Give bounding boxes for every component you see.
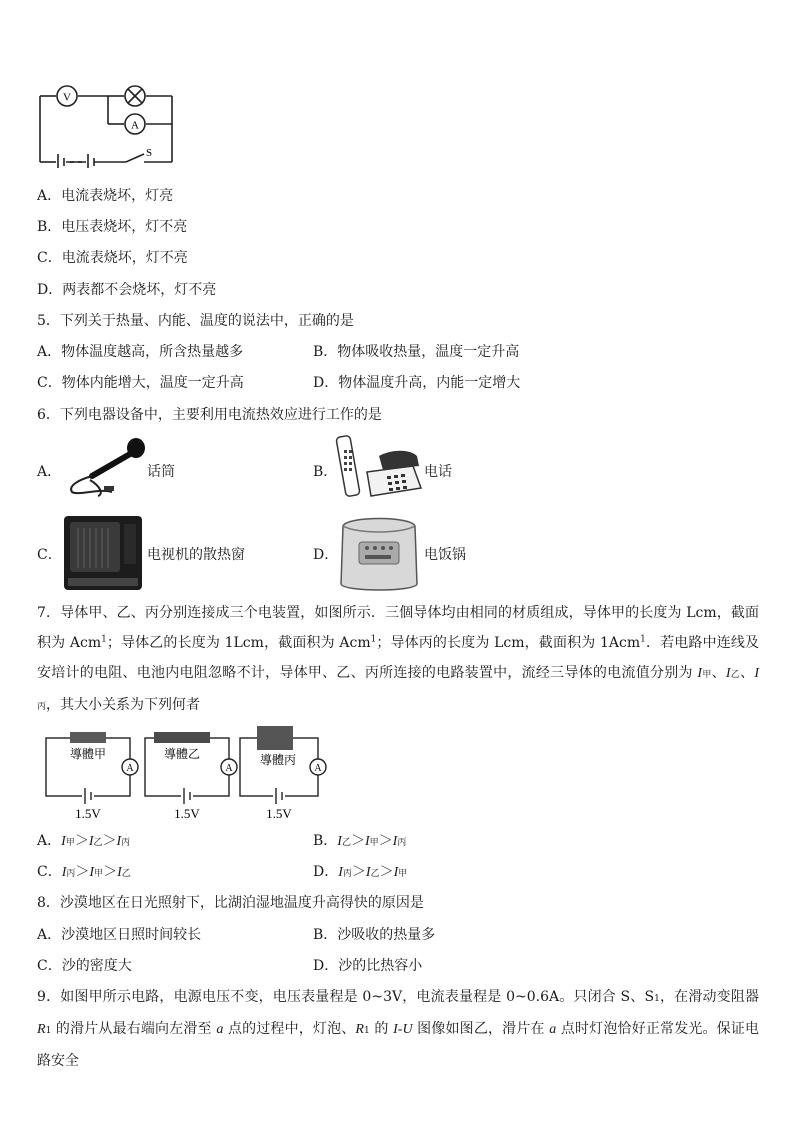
ammeter-icon: [122, 759, 138, 775]
ammeter-icon: [310, 759, 326, 775]
q6-option-a-label: 话筒: [147, 464, 175, 480]
conductor-bing: [257, 726, 293, 750]
q4-option-a: A．电流表烧坏，灯亮: [37, 188, 174, 204]
q7-circuit-figures: [40, 724, 336, 820]
figure-label-jia: 導體甲: [69, 747, 107, 761]
q6-option-c-label: 电视机的散热窗: [147, 547, 245, 563]
figure-label-yi: 導體乙: [163, 747, 201, 761]
q6-option-a-letter: A．: [37, 464, 62, 480]
q8-stem: 8．沙漠地区在日光照射下，比湖泊湿地温度升高得快的原因是: [37, 895, 424, 911]
svg-text:A: A: [225, 763, 233, 774]
conductor-yi: [154, 732, 210, 743]
q7-option-c: C．I丙＞I甲＞I乙: [37, 864, 131, 880]
q5-option-c: C．物体内能增大，温度一定升高: [37, 375, 244, 391]
q6-option-b-label: 电话: [424, 464, 452, 480]
svg-text:A: A: [314, 763, 322, 774]
lamp-icon: [125, 86, 145, 106]
q6-option-c-letter: C．: [37, 547, 62, 563]
voltmeter-icon: [57, 86, 77, 106]
ammeter-icon: [221, 759, 237, 775]
voltage-label: 1.5V: [266, 806, 292, 820]
svg-text:V: V: [63, 91, 71, 104]
q8-option-d: D．沙的比热容小: [313, 958, 423, 974]
q5-option-d: D．物体温度升高，内能一定增大: [313, 375, 521, 391]
q6-option-b-letter: B．: [313, 464, 338, 480]
svg-text:A: A: [131, 119, 139, 132]
voltage-label: 1.5V: [75, 806, 101, 820]
figure-label-bing: 導體丙: [259, 753, 297, 767]
q6-stem: 6．下列电器设备中，主要利用电流热效应进行工作的是: [37, 407, 382, 423]
q4-option-d: D．两表都不会烧坏，灯不亮: [37, 282, 217, 298]
q9-stem: 9．如图甲所示电路，电源电压不变，电压表量程是 0~3V，电流表量程是 0~0.6A。只闭合 S、S1，在滑动变阻器 R1 的滑片从最右端向左滑至 a 点的过程中，灯泡、R1 的 I-U 图像如图乙，滑片在 a 点时灯泡恰好正常发光。保证电路安全: [37, 989, 760, 1069]
q5-option-a: A．物体温度越高，所含热量越多: [37, 344, 244, 360]
conductor-jia: [70, 732, 106, 743]
q5-stem: 5．下列关于热量、内能、温度的说法中，正确的是: [37, 313, 354, 329]
tv-image: [62, 514, 144, 594]
q8-option-a: A．沙漠地区日照时间较长: [37, 927, 202, 943]
telephone-image: [333, 432, 423, 502]
q8-option-b: B．沙吸收的热量多: [313, 927, 436, 943]
q4-circuit-diagram: [36, 82, 178, 168]
q7-stem: 7．导体甲、乙、丙分别连接成三个电装置，如图所示．三個导体均由相同的材质组成，导体甲的长度为 Lcm，截面积为 Acm$^1$；导体乙的长度为 1Lcm，截面积为 Acm$^1$；导体丙的长度为 Lcm，截面积为 1Acm$^1$．若电路中连线及安培计的电阻、电池内电阻忽略不计，导体甲、乙、丙所连接的电路装置中，流经三导体的电流值分别为 I甲、I乙、I丙，其大小关系为下列何者: [37, 605, 760, 713]
q7-option-b: B．I乙＞I甲＞I丙: [313, 833, 407, 849]
switch-label: S: [146, 147, 153, 159]
microphone-image: [60, 436, 148, 498]
q7-option-a: A．I甲＞I乙＞I丙: [37, 833, 131, 849]
q6-option-d-letter: D．: [313, 547, 339, 563]
q8-option-c: C．沙的密度大: [37, 958, 132, 974]
ammeter-icon: [125, 114, 145, 134]
q5-option-b: B．物体吸收热量，温度一定升高: [313, 344, 520, 360]
q4-option-c: C．电流表烧坏，灯不亮: [37, 250, 188, 266]
q7-option-d: D．I丙＞I乙＞I甲: [313, 864, 408, 880]
rice-cooker-image: [337, 512, 421, 596]
q6-option-d-label: 电饭锅: [424, 547, 466, 563]
svg-text:A: A: [126, 763, 134, 774]
voltage-label: 1.5V: [174, 806, 200, 820]
q4-option-b: B．电压表烧坏，灯不亮: [37, 219, 188, 235]
